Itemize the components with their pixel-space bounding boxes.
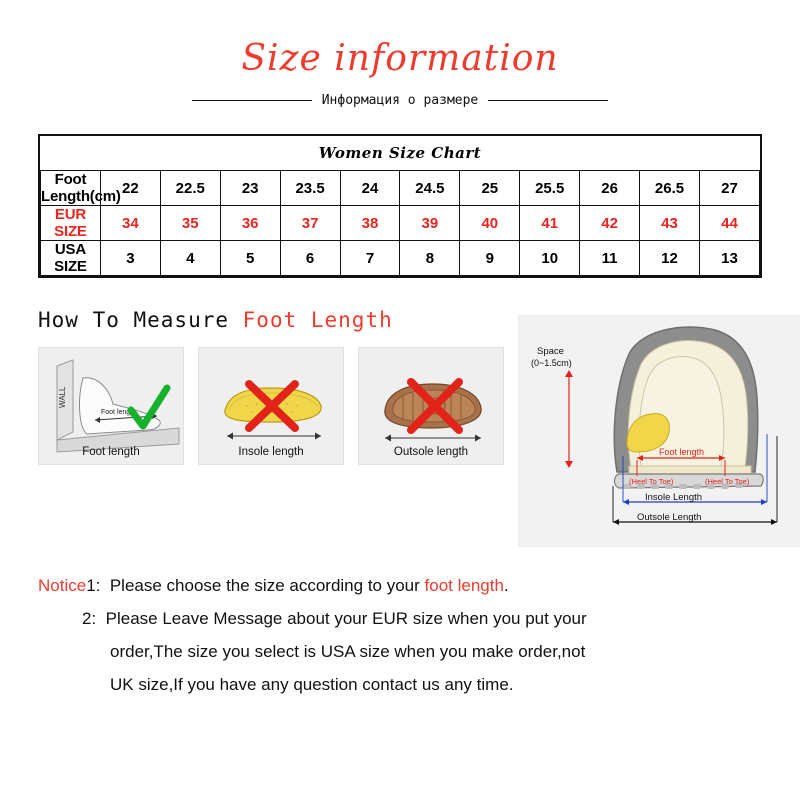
heel-to-toe-right-label: (Heel To Toe) xyxy=(705,477,750,486)
cell-usa-9: 12 xyxy=(640,241,700,276)
cell-eur-9: 43 xyxy=(640,206,700,241)
foot-length-dim-label: Foot length xyxy=(659,447,705,457)
cell-usa-1: 4 xyxy=(160,241,220,276)
space-label-line1: Space xyxy=(537,346,564,357)
outsole-length-dim-label: Outsole Length xyxy=(637,512,702,523)
cell-usa-8: 11 xyxy=(580,241,640,276)
notice-line-4 xyxy=(38,668,762,701)
panel-caption-insole-length: Insole length xyxy=(238,446,304,458)
rule-right xyxy=(488,100,608,101)
insole-length-dim-label: Insole Length xyxy=(645,492,703,503)
notice-item1-num: 1: xyxy=(86,576,101,595)
cell-eur-8: 42 xyxy=(580,206,640,241)
row-label-foot-length: Foot Length(cm) xyxy=(41,171,121,205)
measure-panel-outsole-length xyxy=(358,347,504,465)
svg-text:Foot length: Foot length xyxy=(101,409,137,416)
notice-item1-foot-length: foot length xyxy=(424,576,504,595)
row-label-eur-size: EUR SIZE xyxy=(41,206,101,241)
notice-item2-line1: Please Leave Message about your EUR size when you put your xyxy=(105,609,587,629)
size-chart-table xyxy=(40,136,760,276)
cell-eur-10: 44 xyxy=(699,206,759,241)
measure-panel-insole-length xyxy=(198,347,344,465)
cell-usa-6: 9 xyxy=(460,241,520,276)
notice-item1-text-a: Please choose the size according to your xyxy=(109,576,425,595)
cell-usa-7: 10 xyxy=(520,241,580,276)
cell-usa-2: 5 xyxy=(220,241,280,276)
cell-foot-2: 23 xyxy=(220,171,280,206)
measure-panel-foot-length xyxy=(38,347,184,465)
subtitle-row xyxy=(0,93,800,108)
size-chart-table-wrapper xyxy=(38,134,762,278)
page-subtitle: Информация о размере xyxy=(321,93,479,108)
cell-eur-2: 36 xyxy=(220,206,280,241)
rule-left xyxy=(192,100,312,101)
cell-foot-5: 24.5 xyxy=(400,171,460,206)
cell-foot-6: 25 xyxy=(460,171,520,206)
table-title-row xyxy=(41,136,760,171)
cell-eur-5: 39 xyxy=(400,206,460,241)
shoe-cross-section-diagram xyxy=(518,315,800,547)
measure-thumbnails xyxy=(38,347,504,465)
notice-label: Notice xyxy=(38,576,87,595)
shoe-anatomy-illustration xyxy=(519,316,800,546)
foot-length-label: Foot Length xyxy=(242,308,393,332)
svg-text:WALL: WALL xyxy=(58,386,67,408)
table-row xyxy=(41,206,760,241)
how-to-measure-label: How To Measure xyxy=(38,308,243,332)
panel-caption-outsole-length: Outsole length xyxy=(393,446,469,458)
notice-item2-line3: UK size,If you have any question contact us any time. xyxy=(110,675,514,695)
cell-usa-0: 3 xyxy=(100,241,160,276)
cell-eur-1: 35 xyxy=(160,206,220,241)
cell-foot-1: 22.5 xyxy=(160,171,220,206)
notice-item1-text-b: . xyxy=(503,576,509,595)
cell-foot-4: 24 xyxy=(340,171,400,206)
notice-item2-line2: order,The size you select is USA size when you make order,not xyxy=(110,642,586,662)
notice-line-2 xyxy=(38,602,762,635)
cell-usa-3: 6 xyxy=(280,241,340,276)
panel-caption-foot-length: Foot length xyxy=(82,446,140,458)
cell-usa-10: 13 xyxy=(699,241,759,276)
cell-eur-0: 34 xyxy=(100,206,160,241)
cell-usa-4: 7 xyxy=(340,241,400,276)
cell-eur-7: 41 xyxy=(520,206,580,241)
cell-eur-6: 40 xyxy=(460,206,520,241)
space-label-line2: (0~1.5cm) xyxy=(531,358,572,368)
notice-line-3 xyxy=(38,635,762,668)
cell-foot-7: 25.5 xyxy=(520,171,580,206)
cell-usa-5: 8 xyxy=(400,241,460,276)
measure-panels xyxy=(38,347,762,547)
size-chart-title: Women Size Chart xyxy=(41,136,760,171)
notice-item2-num: 2: xyxy=(82,609,97,629)
cell-eur-4: 38 xyxy=(340,206,400,241)
page-header xyxy=(0,0,800,108)
cell-eur-3: 37 xyxy=(280,206,340,241)
cell-foot-3: 23.5 xyxy=(280,171,340,206)
heel-to-toe-left-label: (Heel To Toe) xyxy=(629,477,674,486)
row-label-usa-size: USA SIZE xyxy=(41,241,101,276)
notice-block xyxy=(38,569,762,702)
page-title: Size information xyxy=(241,38,559,79)
cell-foot-9: 26.5 xyxy=(640,171,700,206)
cell-foot-0: 22 xyxy=(100,171,160,206)
notice-line-1 xyxy=(38,569,762,602)
cell-foot-10: 27 xyxy=(699,171,759,206)
cell-foot-8: 26 xyxy=(580,171,640,206)
table-row xyxy=(41,171,760,206)
table-row xyxy=(41,241,760,276)
